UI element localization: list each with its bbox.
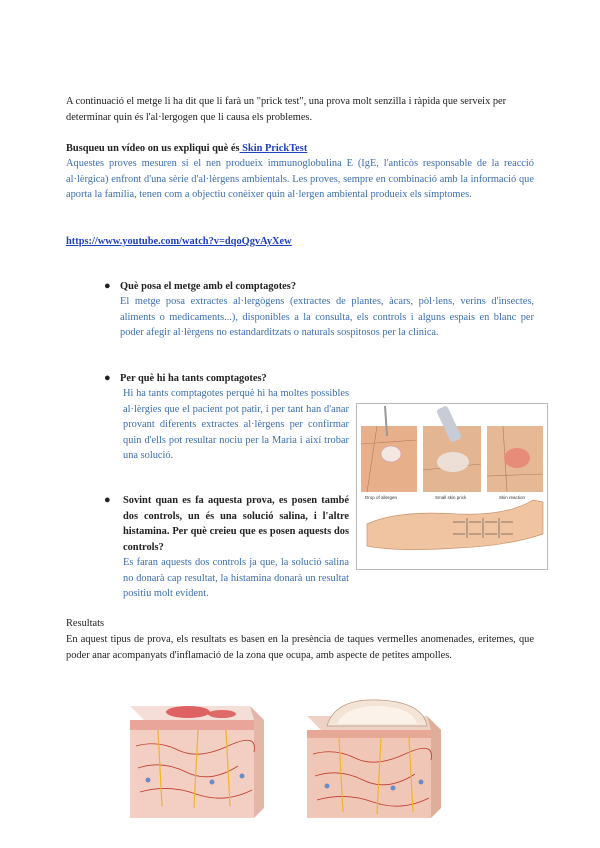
skin-blister-image	[295, 696, 447, 826]
video-prompt	[66, 141, 534, 157]
skin-prick-illustration	[357, 404, 547, 569]
skin-prick-figure	[356, 403, 548, 570]
video-prompt-text: Busqueu un vídeo on us expliqui què és	[66, 143, 240, 154]
question-2: Per què hi ha tants comptagotes?	[120, 373, 267, 384]
bullet-icon: ●	[104, 372, 111, 384]
intro-paragraph: A continuació el metge li ha dit que li farà un "prick test", una prova molt senzilla i ràpida que serveix per determinar quin és l'al·lergogen que li causa els problemes.	[66, 96, 507, 123]
results-paragraph: En aquest tipus de prova, els resultats es basen en la presència de taques vermelles anomenades, eritemes, que poder anar acompanyats d'inflamació de la zona que ocupa, amb aspecte de petites ampolles.	[66, 634, 534, 661]
results-heading: Resultats	[66, 618, 105, 629]
youtube-link[interactable]: https://www.youtube.com/watch?v=dqoQgvAyXew	[66, 236, 292, 247]
youtube-url-line	[66, 234, 534, 250]
skin-prick-test-link[interactable]: Skin PrickTest	[239, 143, 308, 154]
allergen-drop-icon	[381, 446, 401, 462]
answer-3: Es faran aquests dos controls ja que, la solució salina no donarà cap resultat, la histamina donarà un resultat positiu molt evident.	[123, 557, 349, 599]
skin-erythema-image	[118, 696, 270, 826]
wheal-icon	[504, 448, 530, 468]
caption-drop: Drop of allergen	[365, 495, 398, 500]
bullet-icon: ●	[104, 494, 111, 506]
caption-prick: Small skin prick	[435, 495, 467, 500]
video-paragraph: Aquestes proves mesuren si el nen produeix immunoglobulina E (IgE, l'anticòs responsable de la reacció al·lèrgica) enfront d'una sèrie d'al·lèrgens ambientals. Les proves, sempre en combinació amb la informació que aporta la família, tenen com a objectiu conèixer quin al·lergen ambiental produeix els símptomes.	[66, 158, 534, 200]
bullet-icon: ●	[104, 280, 111, 292]
forearm-illustration	[367, 500, 543, 550]
allergen-drop-icon	[437, 452, 469, 472]
question-1: Què posa el metge amb el comptagotes?	[120, 281, 297, 292]
answer-1: El metge posa extractes al·lergògens (extractes de plantes, àcars, pòl·lens, verins d'insectes, aliments o medicaments...), disponibles a la consulta, els controls i alguns espais en blanc per poder afegir al·lèrgens no estandarditzats o naturals sospitosos per la clínica.	[120, 296, 534, 338]
question-3: Sovint quan es fa aquesta prova, es posen també dos controls, un és una solució salina, i l'altre histamina. Per què creieu que es posen aquests dos controls?	[123, 495, 349, 553]
answer-2: Hi ha tants comptagotes perquè hi ha moltes possibles al·lèrgies que el pacient pot patir, i per tant han d'anar provant diferents extractes al·lèrgens per confirmar quin d'ells pot resultar nociu per la Maria i així trobar una solució.	[123, 388, 349, 461]
caption-reaction: Skin reaction	[499, 495, 526, 500]
